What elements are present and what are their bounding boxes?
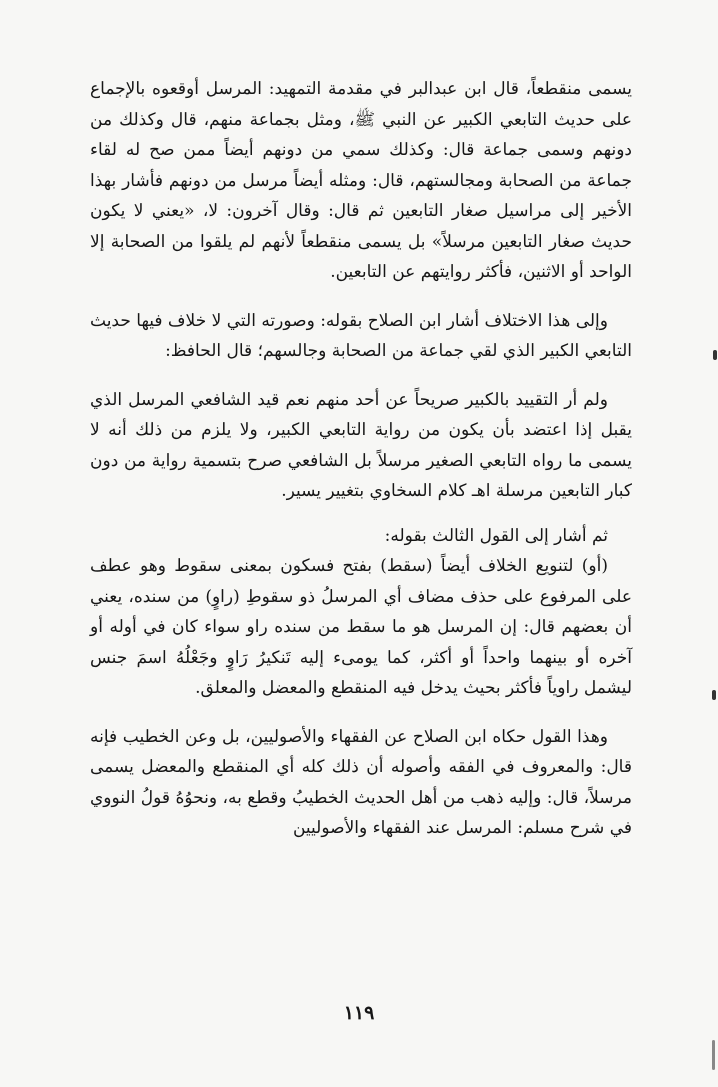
paragraph-2: وإلى هذا الاختلاف أشار ابن الصلاح بقوله: وصورته التي لا خلاف فيها حديث التابعي الكبير الذي لقي جماعة من الصحابة وجالسهم؛ قال الحافظ: (90, 310, 632, 361)
body-text (90, 74, 632, 844)
edge-mark (712, 690, 716, 700)
edge-mark (713, 350, 717, 360)
paragraph-4: ثم أشار إلى القول الثالث بقوله: (384, 525, 608, 546)
paragraph-1: يسمى منقطعاً، قال ابن عبدالبر في مقدمة التمهيد: المرسل أوقعوه بالإجماع على حديث التابعي الكبير عن النبي ﷺ، ومثل بجماعة منهم، قال وكذلك من دونهم وسمى جماعة قال: وكذلك سمي من دونهم أيضاً ممن صح له لقاء جماعة من الصحابة ومجالستهم، قال: ومثله أيضاً مرسل من دونهم فأشار بهذا الأخير إلى مراسيل صغار التابعين ثم قال: وقال آخرون: لا، «يعني لا يكون حديث صغار التابعين مرسلاً» بل يسمى منقطعاً لأنهم لم يلقوا من الصحابة إلا الواحد أو الاثنين، فأكثر روايتهم عن التابعين. (90, 79, 632, 282)
edge-mark (712, 1040, 715, 1070)
paragraph-6: وهذا القول حكاه ابن الصلاح عن الفقهاء والأصوليين، بل وعن الخطيب فإنه قال: والمعروف في الفقه وأصوله أن ذلك كله أي المنقطع والمعضل يسمى مرسلاً، قال: وإليه ذهب من أهل الحديث الخطيبُ وقطع به، ونحوُهُ قولُ النووي في شرح مسلم: المرسل عند الفقهاء والأصوليين (90, 726, 632, 838)
paragraph-3-quote: ولم أر التقييد بالكبير صريحاً عن أحد منهم نعم قيد الشافعي المرسل الذي يقبل إذا اعتضد بأن يكون من رواية التابعي الكبير، ولا يلزم من ذلك أنه لا يسمى ما رواه التابعي الصغير مرسلاً بل الشافعي صرح بتسمية رواية من دون كبار التابعين مرسلة اهـ كلام السخاوي بتغيير يسير. (90, 389, 632, 501)
paragraph-5: (أو) لتنويع الخلاف أيضاً (سقط) بفتح فسكون بمعنى سقوط وهو عطف على المرفوع على حذف مضاف أي المرسلُ ذو سقوطِ (راوٍ) من سنده، يعني أن بعضهم قال: إن المرسل هو ما سقط من سنده راو سواء كان في أوله أو آخره أو بينهما واحداً أو أكثر، كما يومىء إليه تَنكيرُ رَاوٍ وجَعْلُهُ اسمَ جنس ليشمل راوياً فأكثر بحيث يدخل فيه المنقطع والمعضل والمعلق. (90, 556, 632, 698)
page-number: ١١٩ (343, 1002, 375, 1024)
